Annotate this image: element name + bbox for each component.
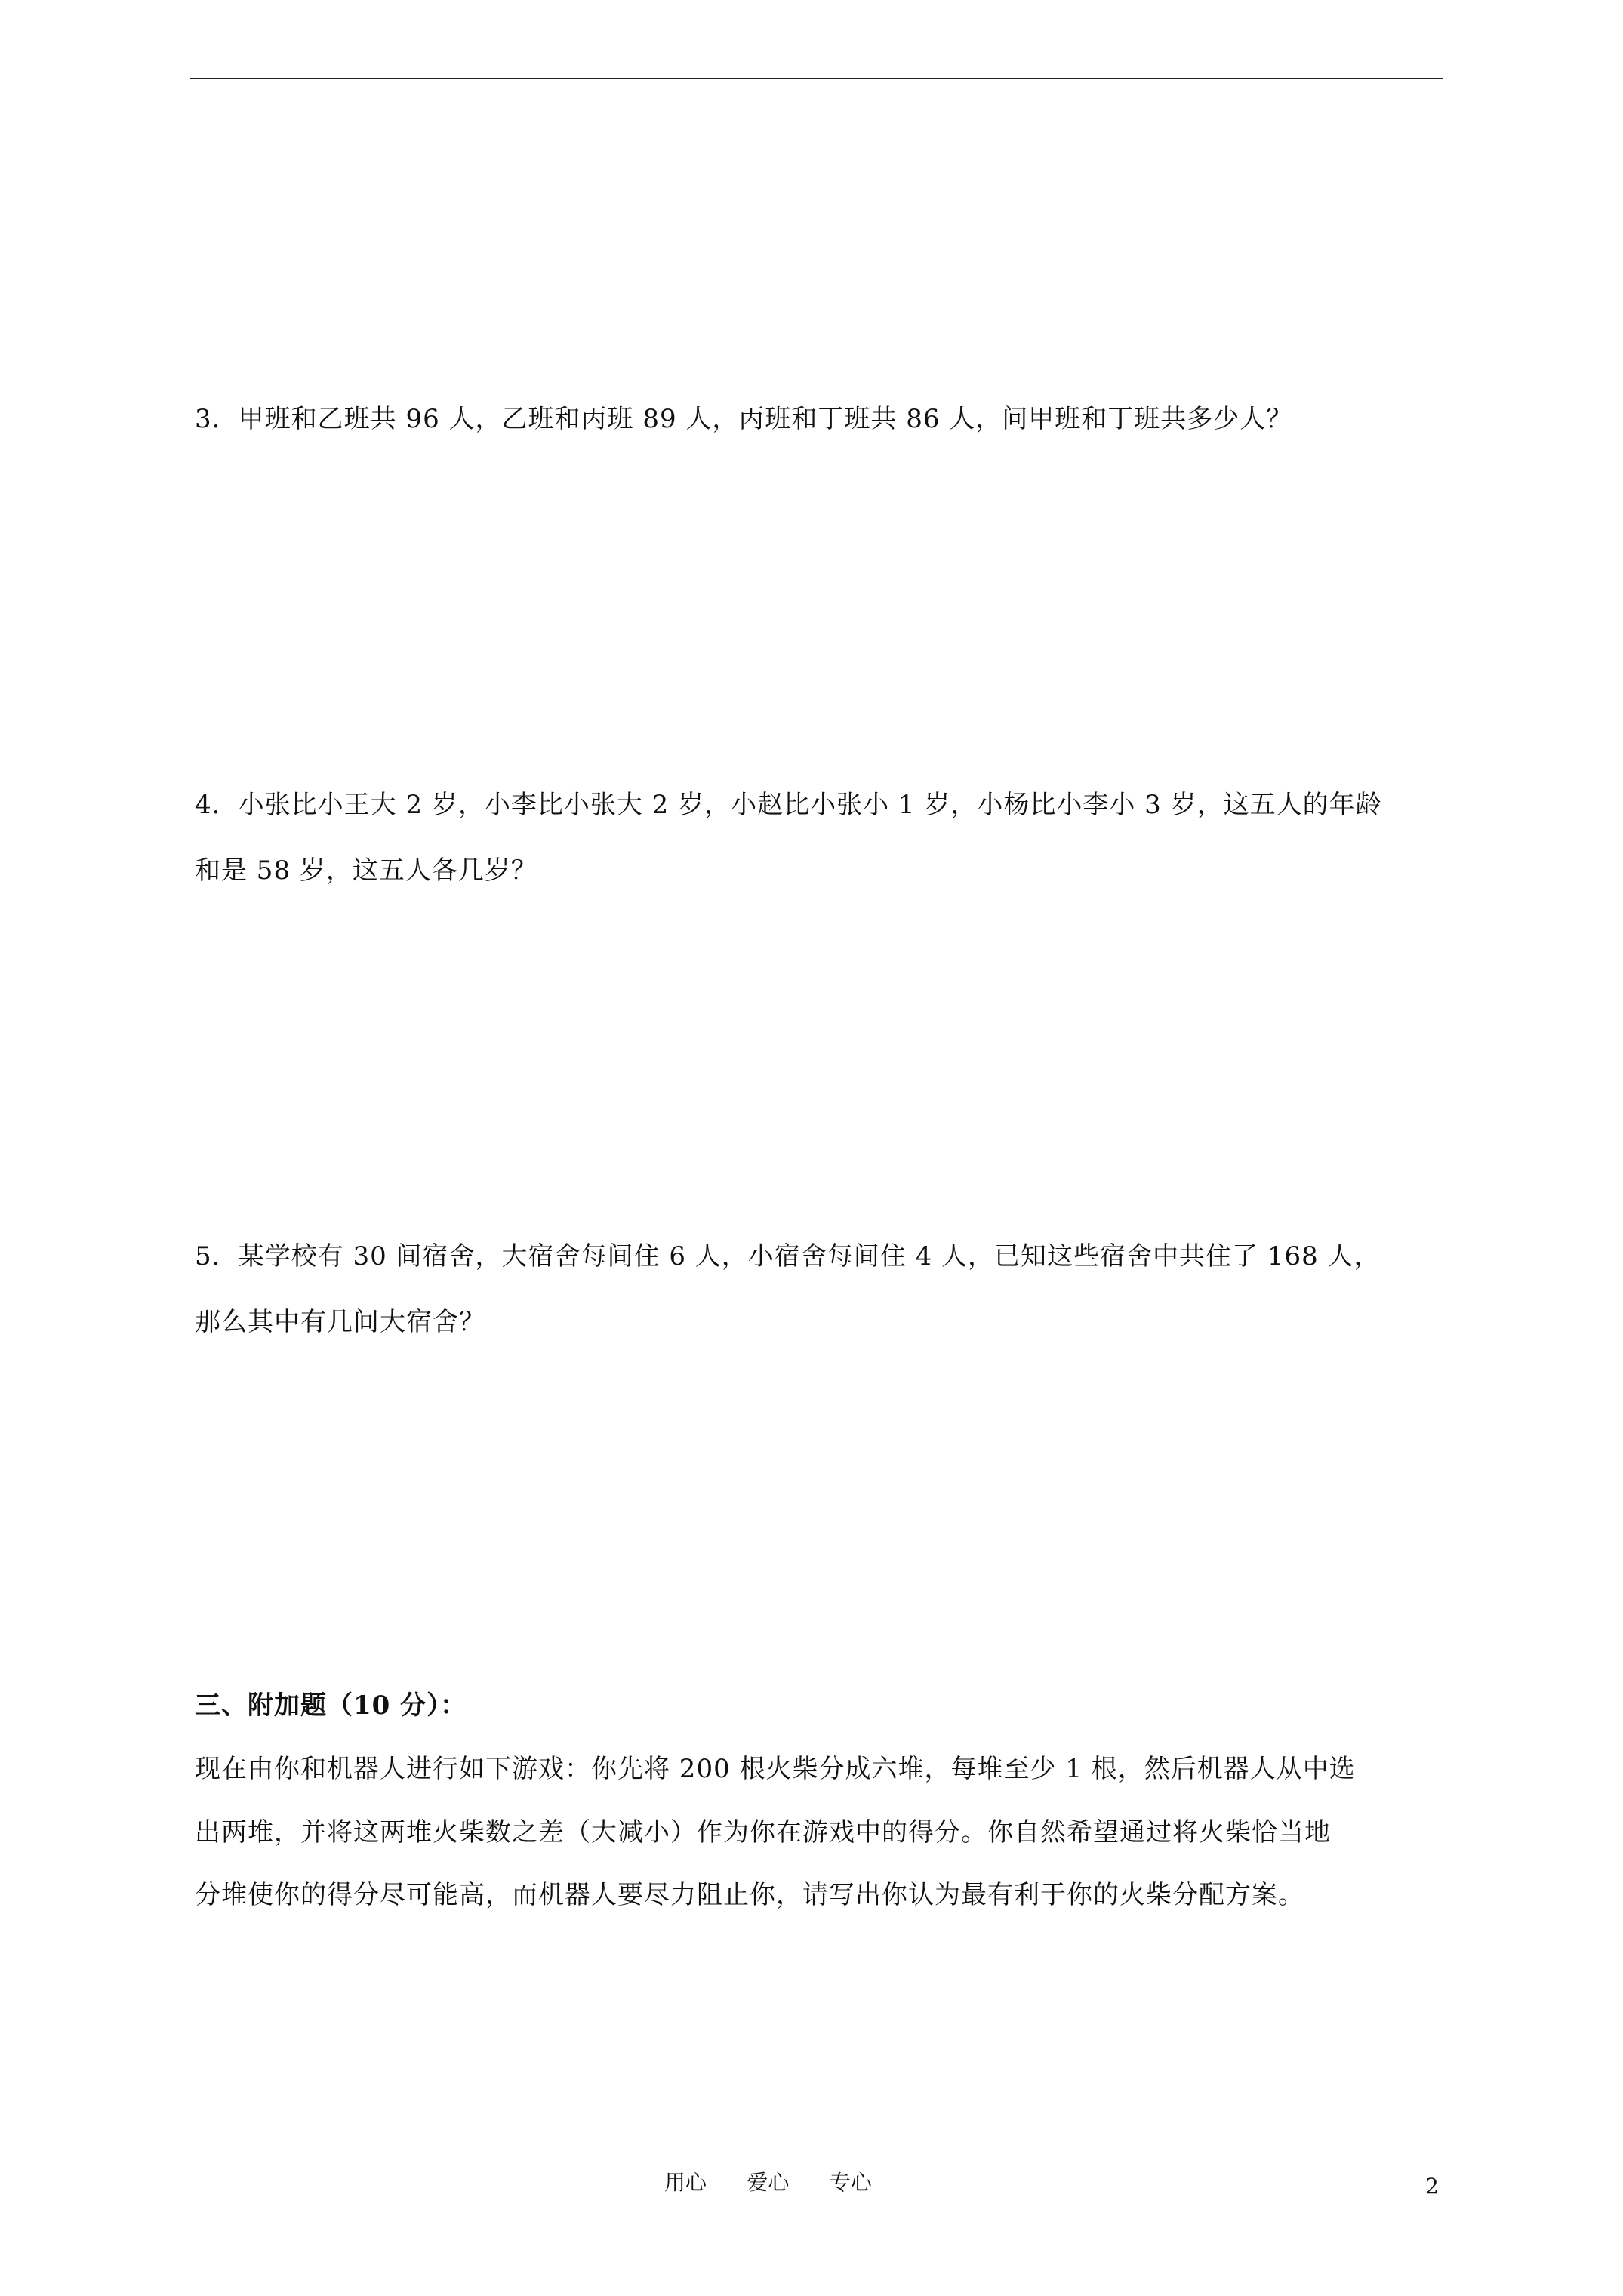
question-3-line-1: 3．甲班和乙班共 96 人，乙班和丙班 89 人，丙班和丁班共 86 人，问甲班和丁班共多少人？ [195,404,1293,434]
bonus-line-1: 现在由你和机器人进行如下游戏：你先将 200 根火柴分成六堆，每堆至少 1 根，然后机器人从中选 [195,1754,1356,1784]
footer-motto: 用心 爱心 专心 [664,2170,872,2195]
page-number: 2 [1425,2174,1439,2199]
question-5-line-2: 那么其中有几间大宿舍？ [195,1307,485,1337]
bonus-line-3: 分堆使你的得分尽可能高，而机器人要尽力阻止你，请写出你认为最有利于你的火柴分配方案。 [195,1880,1304,1910]
question-4-line-2: 和是 58 岁，这五人各几岁？ [195,855,537,886]
bonus-heading: 三、附加题（10 分）： [195,1690,467,1721]
header-rule [190,78,1443,79]
bonus-line-2: 出两堆，并将这两堆火柴数之差（大减小）作为你在游戏中的得分。你自然希望通过将火柴恰当地 [195,1817,1331,1848]
question-5-line-1: 5．某学校有 30 间宿舍，大宿舍每间住 6 人，小宿舍每间住 4 人，已知这些宿舍中共住了 168 人， [195,1241,1381,1271]
question-4-line-1: 4．小张比小王大 2 岁，小李比小张大 2 岁，小赵比小张小 1 岁，小杨比小李小 3 岁，这五人的年龄 [195,790,1382,820]
